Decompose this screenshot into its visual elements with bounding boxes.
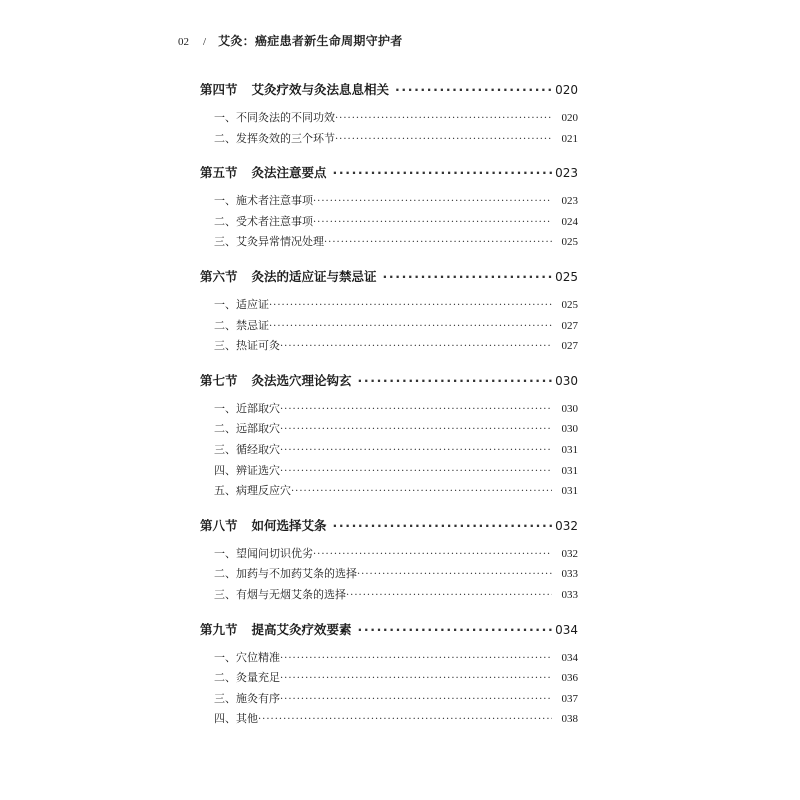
- dot-leader: [280, 649, 552, 670]
- dot-leader: [333, 161, 553, 185]
- dot-leader: [258, 710, 552, 731]
- dot-leader: [313, 213, 552, 234]
- toc-entry[interactable]: [200, 544, 578, 565]
- entry-label: 三、有烟与无烟艾条的选择: [214, 587, 346, 601]
- table-of-contents: [200, 78, 578, 742]
- entry-label: 五、病理反应穴: [214, 484, 291, 498]
- section-page-number: 025: [555, 269, 578, 284]
- entry-page-number: 036: [561, 672, 578, 685]
- dot-leader: [280, 669, 552, 690]
- dot-leader: [324, 233, 552, 254]
- toc-section-heading[interactable]: [200, 369, 578, 393]
- entry-label: 三、循经取穴: [214, 442, 280, 456]
- section-number: 第五节: [200, 165, 238, 181]
- entry-page-number: 027: [561, 340, 578, 353]
- dot-leader: [280, 337, 552, 358]
- section-number: 第四节: [200, 82, 238, 97]
- toc-section-heading[interactable]: [200, 161, 578, 185]
- section-page-number: 023: [555, 166, 578, 181]
- toc-section: [200, 161, 578, 253]
- toc-entry[interactable]: [200, 585, 578, 606]
- entry-page-number: 037: [561, 692, 578, 705]
- entry-page-number: 020: [561, 112, 578, 124]
- entry-label: 四、其他: [214, 712, 258, 726]
- dot-leader: [335, 109, 552, 130]
- entry-page-number: 033: [561, 588, 578, 601]
- section-number: 第七节: [200, 372, 238, 388]
- toc-section: [200, 618, 578, 730]
- section-number: 第八节: [200, 517, 238, 533]
- toc-entry[interactable]: [200, 440, 578, 461]
- toc-entry[interactable]: [200, 564, 578, 585]
- toc-entry[interactable]: [200, 191, 578, 212]
- entry-page-number: 025: [561, 236, 578, 249]
- section-title: 灸法注意要点: [251, 165, 327, 181]
- toc-entry[interactable]: [200, 129, 578, 150]
- dot-leader: [313, 545, 552, 566]
- toc-section: [200, 78, 578, 149]
- entry-page-number: 021: [561, 132, 578, 145]
- dot-leader: [358, 618, 553, 642]
- section-title: 艾灸疗效与灸法息息相关: [251, 82, 390, 97]
- entry-label: 二、发挥灸效的三个环节: [214, 131, 335, 145]
- dot-leader: [333, 514, 553, 538]
- entry-page-number: 038: [561, 713, 578, 726]
- section-page-number: 034: [555, 622, 578, 637]
- entry-label: 一、不同灸法的不同功效: [214, 111, 335, 124]
- section-page-number: 030: [555, 373, 578, 388]
- dot-leader: [335, 130, 552, 151]
- toc-section: [200, 514, 578, 606]
- toc-section-heading[interactable]: [200, 78, 578, 102]
- toc-entry[interactable]: [200, 689, 578, 710]
- entry-label: 一、施术者注意事项: [214, 194, 313, 208]
- entry-label: 二、灸量充足: [214, 671, 280, 685]
- dot-leader: [280, 400, 552, 421]
- entry-label: 二、禁忌证: [214, 318, 269, 332]
- dot-leader: [357, 565, 552, 586]
- section-title: 灸法选穴理论钩玄: [251, 372, 352, 388]
- toc-entry[interactable]: [200, 336, 578, 357]
- entry-page-number: 031: [561, 443, 578, 456]
- entry-label: 三、艾灸异常情况处理: [214, 235, 324, 249]
- toc-entry[interactable]: [200, 295, 578, 316]
- dot-leader: [291, 482, 552, 503]
- entry-label: 二、远部取穴: [214, 422, 280, 436]
- entry-page-number: 027: [561, 319, 578, 332]
- toc-entry[interactable]: [200, 232, 578, 253]
- dot-leader: [269, 317, 552, 338]
- header-book-title: 艾灸：癌症患者新生命周期守护者: [218, 34, 403, 48]
- section-number: 第九节: [200, 621, 238, 637]
- entry-label: 二、受术者注意事项: [214, 214, 313, 228]
- toc-entry[interactable]: [200, 316, 578, 337]
- toc-entry[interactable]: [200, 419, 578, 440]
- entry-label: 三、施灸有序: [214, 691, 280, 705]
- dot-leader: [383, 265, 553, 289]
- entry-page-number: 031: [561, 485, 578, 498]
- toc-entry[interactable]: [200, 108, 578, 129]
- dot-leader: [395, 78, 552, 102]
- toc-entry[interactable]: [200, 461, 578, 482]
- toc-entry[interactable]: [200, 399, 578, 420]
- toc-entry[interactable]: [200, 212, 578, 233]
- dot-leader: [280, 441, 552, 462]
- section-page-number: 020: [555, 83, 578, 97]
- section-title: 如何选择艾条: [251, 517, 327, 533]
- running-header: [178, 32, 403, 49]
- entry-label: 二、加药与不加药艾条的选择: [214, 567, 357, 581]
- entry-page-number: 033: [561, 568, 578, 581]
- entry-page-number: 030: [561, 423, 578, 436]
- section-number: 第六节: [200, 268, 238, 284]
- section-page-number: 032: [555, 518, 578, 533]
- entry-label: 一、望闻问切识优劣: [214, 546, 313, 560]
- entry-page-number: 031: [561, 464, 578, 477]
- dot-leader: [280, 420, 552, 441]
- dot-leader: [280, 462, 552, 483]
- entry-page-number: 024: [561, 215, 578, 228]
- toc-entry[interactable]: [200, 481, 578, 502]
- dot-leader: [269, 296, 552, 317]
- entry-page-number: 025: [561, 298, 578, 311]
- entry-label: 一、穴位精准: [214, 650, 280, 664]
- toc-section: [200, 265, 578, 357]
- entry-label: 四、辨证选穴: [214, 463, 280, 477]
- toc-section-heading[interactable]: [200, 265, 578, 289]
- toc-entry[interactable]: [200, 648, 578, 669]
- toc-section: [200, 369, 578, 502]
- toc-entry[interactable]: [200, 668, 578, 689]
- entry-page-number: 032: [561, 547, 578, 560]
- entry-label: 一、近部取穴: [214, 401, 280, 415]
- dot-leader: [358, 369, 553, 393]
- toc-section-heading[interactable]: [200, 618, 578, 642]
- dot-leader: [280, 690, 552, 711]
- entry-label: 三、热证可灸: [214, 339, 280, 353]
- section-title: 提高艾灸疗效要素: [251, 621, 352, 637]
- dot-leader: [313, 192, 552, 213]
- entry-page-number: 023: [561, 195, 578, 208]
- header-page-number: 02: [178, 36, 189, 48]
- toc-entry[interactable]: [200, 709, 578, 730]
- section-title: 灸法的适应证与禁忌证: [251, 268, 377, 284]
- entry-page-number: 034: [561, 651, 578, 664]
- dot-leader: [346, 586, 552, 607]
- toc-section-heading[interactable]: [200, 514, 578, 538]
- entry-page-number: 030: [561, 402, 578, 415]
- entry-label: 一、适应证: [214, 297, 269, 311]
- header-separator: /: [203, 36, 207, 48]
